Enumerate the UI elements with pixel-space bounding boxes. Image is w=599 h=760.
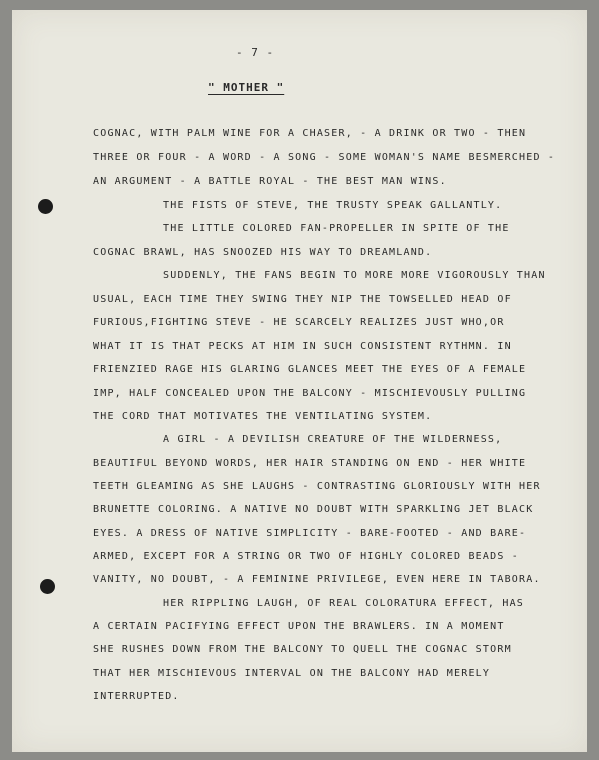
text-line: USUAL, EACH TIME THEY SWING THEY NIP THE TOWSELLED HEAD OF	[93, 294, 512, 305]
text-line: INTERRUPTED.	[93, 691, 180, 702]
punch-hole	[40, 579, 55, 594]
text-line: VANITY, NO DOUBT, - A FEMININE PRIVILEGE, EVEN HERE IN TABORA.	[93, 574, 541, 585]
text-line: SUDDENLY, THE FANS BEGIN TO MORE MORE VIGOROUSLY THAN	[163, 270, 546, 281]
text-line: WHAT IT IS THAT PECKS AT HIM IN SUCH CONSISTENT RYTHMN. IN	[93, 341, 512, 352]
page-title: " MOTHER "	[208, 81, 285, 94]
typewritten-page	[12, 10, 587, 752]
text-line: ARMED, EXCEPT FOR A STRING OR TWO OF HIGHLY COLORED BEADS -	[93, 551, 520, 562]
page-number: - 7 -	[236, 46, 275, 59]
text-line: THE FISTS OF STEVE, THE TRUSTY SPEAK GALLANTLY.	[163, 200, 503, 211]
text-line: AN ARGUMENT - A BATTLE ROYAL - THE BEST MAN WINS.	[93, 176, 447, 187]
text-line: A GIRL - A DEVILISH CREATURE OF THE WILDERNESS,	[163, 434, 503, 445]
text-line: BEAUTIFUL BEYOND WORDS, HER HAIR STANDING ON END - HER WHITE	[93, 458, 527, 469]
text-line: BRUNETTE COLORING. A NATIVE NO DOUBT WITH SPARKLING JET BLACK	[93, 504, 534, 515]
text-line: COGNAC, WITH PALM WINE FOR A CHASER, - A DRINK OR TWO - THEN	[93, 128, 527, 139]
punch-hole	[38, 199, 53, 214]
text-line: EYES. A DRESS OF NATIVE SIMPLICITY - BARE-FOOTED - AND BARE-	[93, 528, 527, 539]
text-line: A CERTAIN PACIFYING EFFECT UPON THE BRAWLERS. IN A MOMENT	[93, 621, 505, 632]
text-line: FURIOUS,FIGHTING STEVE - HE SCARCELY REALIZES JUST WHO,OR	[93, 317, 505, 328]
text-line: COGNAC BRAWL, HAS SNOOZED HIS WAY TO DREAMLAND.	[93, 247, 433, 258]
text-line: THE LITTLE COLORED FAN-PROPELLER IN SPITE OF THE	[163, 223, 510, 234]
text-line: FRIENZIED RAGE HIS GLARING GLANCES MEET THE EYES OF A FEMALE	[93, 364, 527, 375]
text-line: IMP, HALF CONCEALED UPON THE BALCONY - MISCHIEVOUSLY PULLING	[93, 388, 527, 399]
text-line: SHE RUSHES DOWN FROM THE BALCONY TO QUELL THE COGNAC STORM	[93, 644, 512, 655]
text-line: TEETH GLEAMING AS SHE LAUGHS - CONTRASTING GLORIOUSLY WITH HER	[93, 481, 541, 492]
text-line: THE CORD THAT MOTIVATES THE VENTILATING SYSTEM.	[93, 411, 433, 422]
text-line: THREE OR FOUR - A WORD - A SONG - SOME WOMAN'S NAME BESMERCHED -	[93, 152, 556, 163]
text-line: THAT HER MISCHIEVOUS INTERVAL ON THE BALCONY HAD MERELY	[93, 668, 491, 679]
text-line: HER RIPPLING LAUGH, OF REAL COLORATURA EFFECT, HAS	[163, 598, 525, 609]
